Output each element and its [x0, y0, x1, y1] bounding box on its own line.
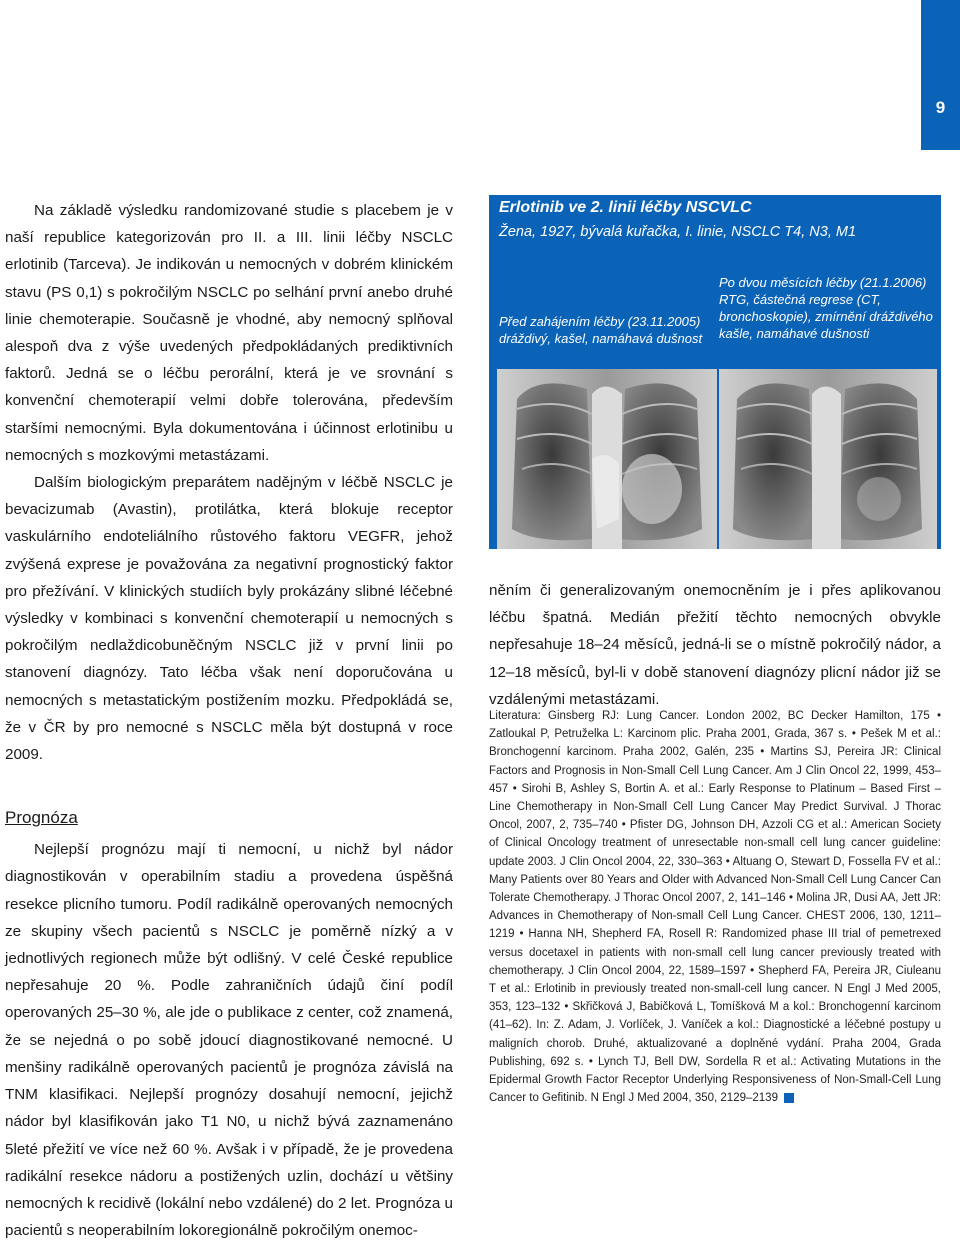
figure-subtitle: Žena, 1927, bývalá kuřačka, I. linie, NSCLC T4, N3, M1: [499, 224, 857, 240]
body-paragraph: Dalším biologickým preparátem nadějným v léčbě NSCLC je bevacizumab (Avastin), protilátka, která blokuje receptor vaskulárního endoteliálního růstového faktoru VEGFR, jehož zvýšená exprese je považována za negativní prognostický faktor pro přežívání. V klinických studiích byly prokázány slibné léčebné výsledky v kombinaci s konvenční chemoterapií u nemocných s pokročilým nedlaždicobuněčným NSCLC již v první linii po stanovení diagnózy. Tato léčba však není doporučována u nemocných s metastatickým postižením mozku. Předpokládá se, že v ČR by pro nemocné s NSCLC měla být dostupná v roce 2009.: [5, 474, 453, 764]
page-number-tab: [921, 0, 960, 150]
section-heading-prognoza: Prognóza: [5, 808, 78, 828]
body-paragraph: Na základě výsledku randomizované studie s placebem je v naší republice kategorizován pro II. a III. linii léčby NSCLC erlotinib (Tarceva). Je indikován u nemocných v dobrém klinickém stavu (PS 0,1) s pokročilým NSCLC po selhání první anebo druhé linie chemoterapie. Současně je vhodné, aby nemocný splňoval alespoň dva z výše uvedených předpokládaných prediktivních faktorů. Jedná se o léčbu perorální, která je ve srovnání s konvenční chemoterapií velmi dobře tolerována, především staršími nemocnými. Byla dokumentována i účinnost erlotinibu u nemocných s mozkovými metastázami.: [5, 202, 453, 464]
xray-image-after: [719, 369, 937, 549]
left-column: [5, 197, 453, 1244]
figure-title: Erlotinib ve 2. linii léčby NSCVLC: [499, 199, 752, 216]
page-number: 9: [935, 98, 946, 117]
right-column: [489, 577, 941, 713]
references-text: Literatura: Ginsberg RJ: Lung Cancer. London 2002, BC Decker Hamilton, 175 • Zatloukal P, Petruželka L: Karcinom plic. Praha 2001, Grada, 367 s. • Pešek M et al.: Bronchogenní karcinom. Praha 2002, Galén, 235 • Martins SJ, Pereira JR: Clinical Factors and Prognosis in Non-Small Cell Lung Cancer. Am J Clin Oncol 22, 1999, 453–457 • Sirohi B, Ashley S, Bortin A. et al.: Early Response to Platinum – Based First – Line Chemotherapy in Non-Small Cell Lung Cancer May Predict Survival. J Thorac Oncol, 2007, 2, 735–740 • Pfister DG, Johnson DH, Azzoli CG et al.: American Society of Clinical Oncology treatment of unresectable non-small cell lung cancer guideline: update 2003. J Clin Oncol 2004, 22, 330–363 • Altuang O, Stewart D, Fossella FV et al.: Many Patients over 80 Years and Older with Advanced Non-Small Cell Lung Cancer Can Tolerate Chemotherapy. J Thorac Oncol 2007, 2, 141–146 • Molina JR, Dusi AA, Jett JR: Advances in Chemotherapy of Non-small Cell Lung Cancer. CHEST 2006, 130, 1211–1219 • Hanna NH, Shepherd FA, Rosell R: Randomized phase III trial of pemetrexed versus docetaxel in patients with non-small cell lung cancer previously treated with chemotherapy. J Clin Oncol 2004, 22, 1589–1597 • Shepherd FA, Pereira JR, Ciuleanu T et al.: Erlotinib in previously treated non-small-cell lung cancer. N Engl J Med 2005, 353, 123–132 • Skřičková J, Babičková L, Tomíšková M a kol.: Bronchogenní karcinom (41–62). In: Z. Adam, J. Vorlíček, J. Vaníček a kol.: Diagnostické a léčebné postupy u maligních chorob. Druhé, aktualizované a doplněné vydání. Praha 2004, Grada Publishing, 692 s. • Lynch TJ, Bell DW, Sordella R et al.: Activating Mutations in the Epidermal Growth Factor Receptor Underlying Responsiveness of Non-Small-Cell Lung Cancer to Gefitinib. N Engl J Med 2004, 350, 2129–2139: [489, 710, 941, 1105]
xray-figure-box: [489, 195, 941, 549]
body-paragraph: něním či generalizovaným onemocněním je i přes aplikovanou léčbu špatná. Medián přežití těchto nemocných obvykle nepřesahuje 18–24 měsíců, jedná-li se o místně pokročilý nádor, a 12–18 měsíců, byl-li v době stanovení diagnózy plicní nádor již se vzdálenými metastázami.: [489, 582, 941, 708]
end-of-article-square-icon: [784, 1093, 794, 1103]
caption-after-treatment: Po dvou měsících léčby (21.1.2006) RTG, částečná regrese (CT, bronchoskopie), zmírnění dráždivého kašle, namáhavé dušnosti: [719, 275, 933, 341]
references: [489, 707, 941, 1107]
xray-image-before: [497, 369, 717, 549]
caption-before-treatment: Před zahájením léčby (23.11.2005) dráždivý, kašel, namáhavá dušnost: [499, 314, 703, 346]
body-paragraph: Nejlepší prognózu mají ti nemocní, u nichž byl nádor diagnostikován v operabilním stadiu a provedena úspěšná resekce plicního tumoru. Podíl radikálně operovaných nemocných ze skupiny všech pacientů s NSCLC je poměrně nízký a v jednotlivých regionech může být odlišný. V celé České republice nepřesahuje 20 %. Podle zahraničních údajů činí podíl operovaných 25–30 %, ale jde o publikace z center, což znamená, že se nejedná o po sobě jdoucí diagnostikované nemocné. U menšiny radikálně operovaných pacientů je prognóza závislá na TNM klasifikaci. Nejlepší prognózy dosahují nemocní, jejichž nádor byl klasifikován jako T1 N0, u nichž bývá zaznamenáno 5leté přežití ve více než 60 %. Avšak i v případě, že je provedena radikální resekce nádoru a postižených uzlin, dochází u většiny nemocných k recidivě (lokální nebo vzdálené) do 2 let. Prognóza u pacientů s neoperabilním lokoregionálně pokročilým onemoc-: [5, 841, 453, 1240]
